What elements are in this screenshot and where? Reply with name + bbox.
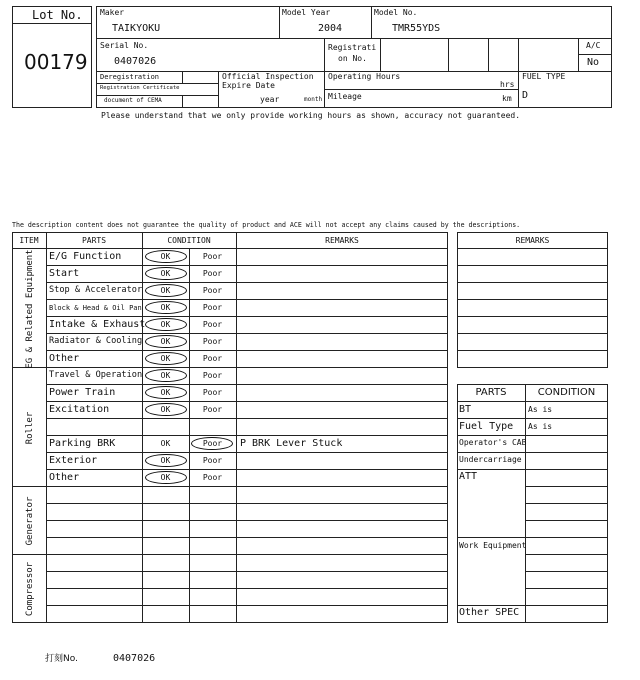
part-label: Start [49,268,80,279]
ok-circle-mark [145,267,187,280]
right-part-other-spec: Other SPEC [459,607,520,618]
right-col-parts: PARTS [475,387,507,398]
part-label: Other [49,472,80,483]
ok-circle-mark [145,250,187,263]
serial-value: 0407026 [114,56,157,67]
condition-ok: OK [160,337,171,346]
right-cond-bt: As is [528,405,553,414]
right-part-att: ATT [459,471,478,482]
remark-text: P BRK Lever Stuck [240,438,343,449]
part-label: Exterior [49,455,98,466]
part-label: E/G Function [49,251,122,262]
year-label: year [260,95,280,104]
right-part-bt: BT [459,404,472,415]
cema-label: document of CEMA [104,97,162,104]
fuel-type-label: FUEL TYPE [522,72,566,81]
ok-circle-mark [145,369,187,382]
month-label: month [304,96,323,103]
part-label: Power Train [49,387,116,398]
deregistration-label: Deregistration [100,73,160,81]
poor-circle-mark [191,437,233,450]
condition-poor: Poor [202,303,223,312]
part-label: Radiator & Cooling [49,336,143,346]
group-roller-label: Roller [25,411,35,445]
part-label: Travel & Operation [49,370,143,380]
condition-ok: OK [160,252,171,261]
part-label: Other [49,353,80,364]
hrs-label: hrs [500,80,515,89]
condition-poor: Poor [202,354,223,363]
stamp-value: 0407026 [113,653,156,664]
registration-label-2: on No. [338,54,367,63]
group-generator-label: Generator [25,496,35,546]
right-col-condition: CONDITION [537,387,596,398]
condition-poor: Poor [202,405,223,414]
hours-notice: Please understand that we only provide working hours as shown, accuracy not guaranteed. [101,111,521,120]
ok-circle-mark [145,454,187,467]
inspection-label: Official Inspection [222,72,314,81]
condition-ok: OK [160,303,171,312]
condition-poor: Poor [202,320,223,329]
condition-ok: OK [160,388,171,397]
registration-certificate-label: Registration Certificate [100,85,180,91]
condition-poor: Poor [202,371,223,380]
ok-circle-mark [145,301,187,314]
fuel-type-value: D [522,90,529,101]
condition-poor: Poor [202,252,223,261]
condition-ok: OK [160,473,171,482]
group-eg-label: EG & Related Equipment [25,249,35,369]
col-item: ITEM [19,236,39,245]
model-no-label: Model No. [374,8,418,17]
ok-circle-mark [145,318,187,331]
col-parts: PARTS [81,236,107,245]
lot-number: 00179 [24,50,88,74]
condition-poor: Poor [202,439,223,448]
maker-value: TAIKYOKU [112,23,161,34]
group-compressor-label: Compressor [25,561,35,617]
right-cond-fuel-type: As is [528,422,553,431]
condition-ok: OK [160,286,171,295]
condition-poor: Poor [202,337,223,346]
condition-ok: OK [160,456,171,465]
ok-circle-mark [145,352,187,365]
ok-circle-mark [145,284,187,297]
condition-poor: Poor [202,269,223,278]
lot-label: Lot No. [32,8,83,22]
condition-ok: OK [160,371,171,380]
condition-ok: OK [160,269,171,278]
condition-ok: OK [160,439,171,448]
right-part-undercarriage: Undercarriage [459,455,522,464]
mileage-label: Mileage [328,92,362,101]
part-label: Stop & Accelerator [49,285,143,295]
ok-circle-mark [145,471,187,484]
operating-hours-label: Operating Hours [328,72,401,81]
col-condition: CONDITION [167,236,211,245]
registration-label: Registrati [328,43,377,52]
part-label: Block & Head & Oil Pan [49,304,142,312]
maker-label: Maker [100,8,125,17]
km-label: km [502,94,512,103]
model-year-value: 2004 [318,23,343,34]
ac-label: A/C [586,41,601,50]
description-notice: The description content does not guarantee the quality of product and ACE will not accept any claims caused by the descriptions. [12,221,521,229]
condition-poor: Poor [202,388,223,397]
ok-circle-mark [145,386,187,399]
model-no-value: TMR55YDS [392,23,441,34]
right-part-work-equipment: Work Equipment [459,541,527,550]
condition-poor: Poor [202,286,223,295]
col-remarks: REMARKS [325,236,359,245]
condition-poor: Poor [202,473,223,482]
part-label: Intake & Exhaust [49,319,146,330]
part-label: Excitation [49,404,110,415]
right-remarks-label: REMARKS [515,236,550,245]
ac-value: No [587,57,600,68]
ok-circle-mark [145,335,187,348]
right-part-operator-cab: Operator's CAB [459,438,527,447]
right-part-fuel-type: Fuel Type [459,421,514,432]
ok-circle-mark [145,403,187,416]
part-label: Parking BRK [49,438,116,449]
model-year-label: Model Year [282,8,331,17]
condition-poor: Poor [202,456,223,465]
condition-ok: OK [160,405,171,414]
serial-label: Serial No. [100,41,149,50]
stamp-label: 打刻No. [45,654,78,664]
inspection-label-2: Expire Date [222,81,275,90]
condition-ok: OK [160,354,171,363]
condition-ok: OK [160,320,171,329]
